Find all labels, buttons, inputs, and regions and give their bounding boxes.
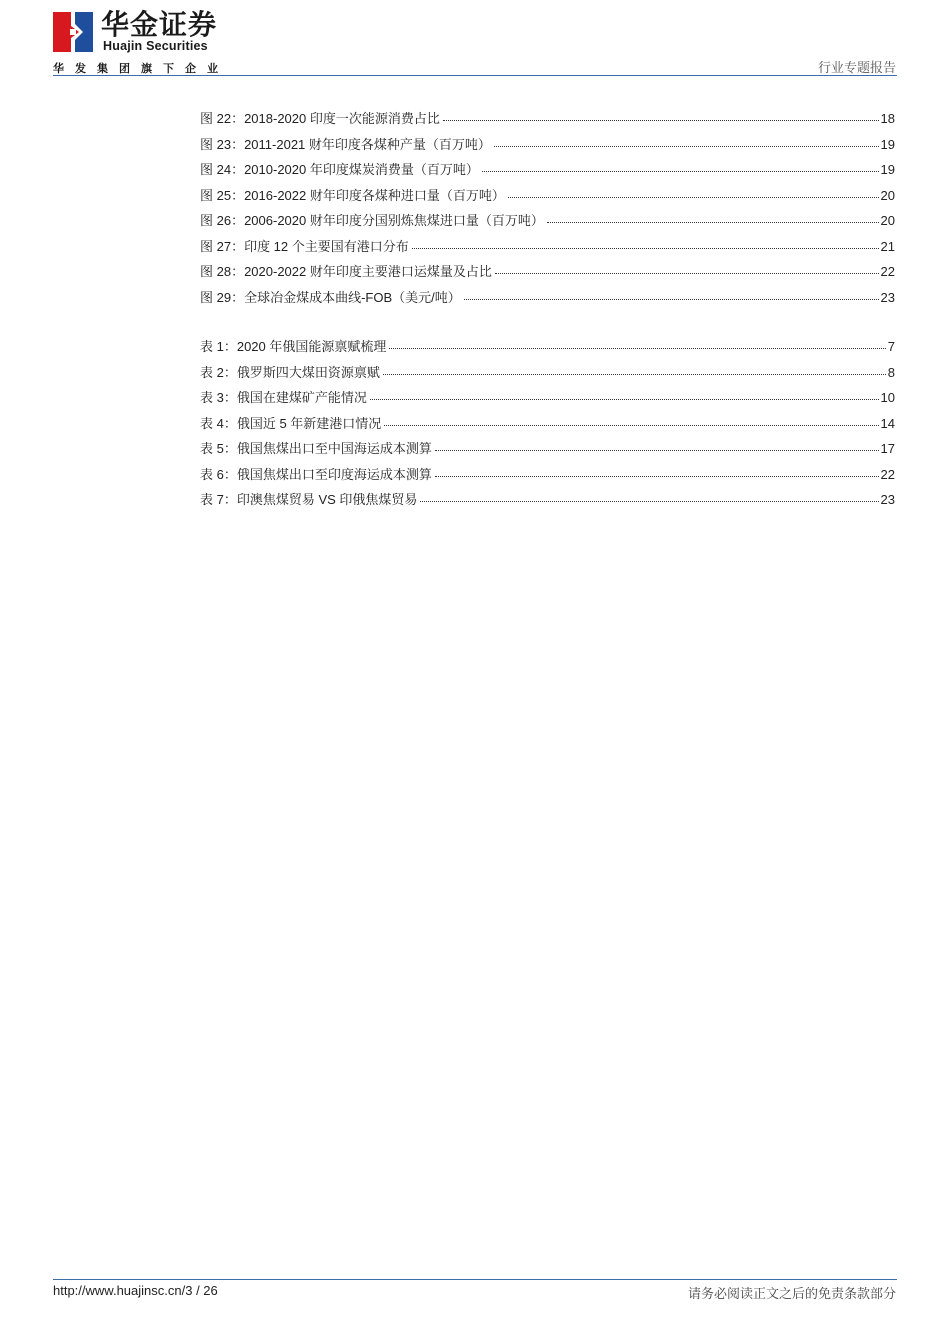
report-type: 行业专题报告 [817,61,896,76]
table-entry-label: 表 2：俄罗斯四大煤田资源禀赋 [200,364,380,380]
table-entry-label: 表 1：2020 年俄国能源禀赋梳理 [200,339,387,354]
group-tagline: 华发集团旗下企业 [53,62,229,75]
table-entry-page: 17 [880,441,895,456]
dot-leader [508,187,879,198]
page-header [0,0,950,80]
table-entry-label: 表 6：俄国焦煤出口至印度海运成本测算 [200,466,432,482]
table-index [200,336,895,515]
figure-entry-page: 22 [880,264,895,279]
dot-leader [412,238,879,249]
figure-entry-label: 图 25：2016-2022 财年印度各煤种进口量（百万吨） [200,187,505,203]
dot-leader [420,491,878,502]
dot-leader [443,110,879,121]
footer-divider [53,1279,897,1280]
footer-disclaimer: 请务必阅读正文之后的免责条款部分 [687,1287,896,1302]
table-entry[interactable] [200,438,895,464]
dot-leader [384,415,878,426]
table-entry[interactable] [200,336,895,362]
dot-leader [464,289,879,300]
table-entry-page: 22 [880,466,895,482]
figure-entry-label: 图 23：2011-2021 财年印度各煤种产量（百万吨） [200,136,491,152]
figure-entry[interactable] [200,236,895,262]
table-entry[interactable] [200,489,895,515]
dot-leader [383,364,886,375]
table-entry-page: 14 [880,415,895,431]
figure-entry-page: 18 [880,111,895,126]
brand-name-en: Huajin Securities [103,39,208,53]
brand-name-cn: 华金证券 [101,8,218,41]
figure-entry-page: 19 [880,162,895,177]
figure-entry[interactable] [200,287,895,313]
dot-leader [435,440,879,451]
table-entry-label: 表 5：俄国焦煤出口至中国海运成本测算 [200,441,432,456]
dot-leader [547,212,879,223]
header-divider [53,75,897,76]
figure-entry-label: 图 27：印度 12 个主要国有港口分布 [200,238,409,254]
figure-entry-page: 21 [880,238,895,254]
figure-entry-label: 图 26：2006-2020 财年印度分国别炼焦煤进口量（百万吨） [200,213,544,228]
figure-entry-label: 图 24：2010-2020 年印度煤炭消费量（百万吨） [200,162,479,177]
figure-entry[interactable] [200,134,895,160]
figure-entry[interactable] [200,185,895,211]
figure-entry-label: 图 22：2018-2020 印度一次能源消费占比 [200,111,440,126]
figure-entry[interactable] [200,261,895,287]
dot-leader [389,338,885,349]
huajin-logo-icon [53,12,93,52]
figure-entry-page: 19 [880,136,895,152]
table-entry[interactable] [200,413,895,439]
table-entry[interactable] [200,387,895,413]
table-entry-label: 表 3：俄国在建煤矿产能情况 [200,390,367,405]
dot-leader [435,466,879,477]
figure-entry-page: 20 [880,213,895,228]
figure-index [200,108,895,312]
table-entry-label: 表 4：俄国近 5 年新建港口情况 [200,415,382,431]
figure-entry-page: 23 [880,289,895,305]
table-entry-label: 表 7：印澳焦煤贸易 VS 印俄焦煤贸易 [200,492,418,507]
dot-leader [495,263,879,274]
table-entry[interactable] [200,362,895,388]
figure-entry[interactable] [200,159,895,185]
table-entry-page: 7 [887,339,895,354]
table-entry-page: 10 [880,390,895,405]
dot-leader [494,136,879,147]
figure-entry[interactable] [200,210,895,236]
figure-entry-label: 图 28：2020-2022 财年印度主要港口运煤量及占比 [200,264,492,279]
footer-url-page[interactable]: http://www.huajinsc.cn/3 / 26 [53,1283,218,1298]
dot-leader [370,389,879,400]
figure-entry[interactable] [200,108,895,134]
table-entry-page: 23 [880,492,895,507]
dot-leader [482,161,879,172]
figure-entry-label: 图 29：全球冶金煤成本曲线-FOB（美元/吨） [200,289,461,305]
figure-entry-page: 20 [880,187,895,203]
table-entry-page: 8 [887,364,895,380]
table-entry[interactable] [200,464,895,490]
